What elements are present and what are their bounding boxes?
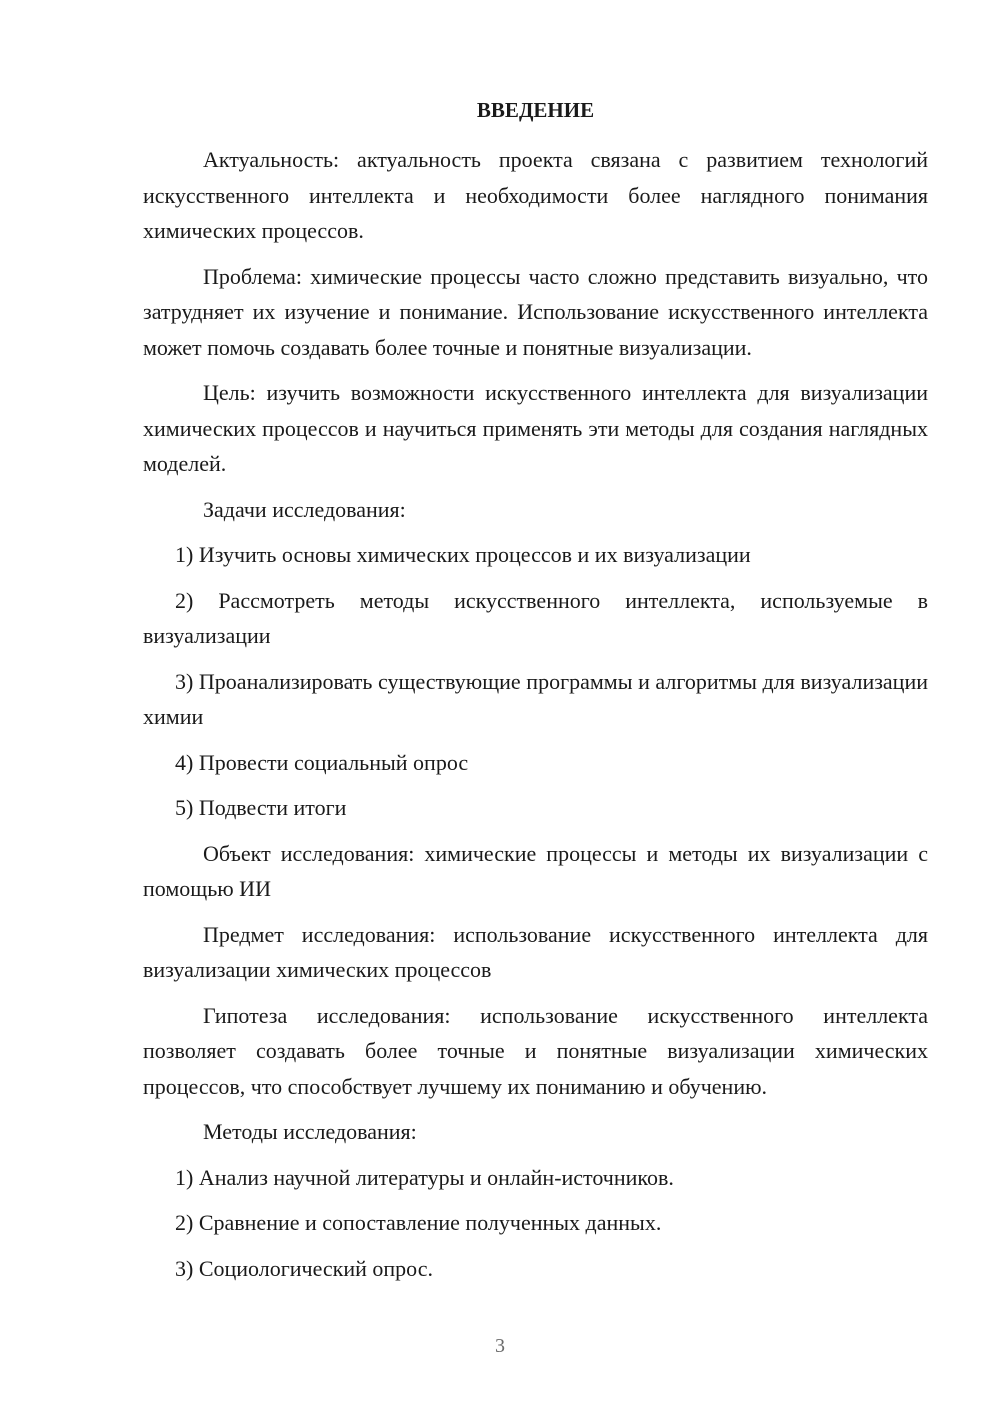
object-paragraph: Объект исследования: химические процессы и методы их визуализации с помощью ИИ [143, 840, 928, 901]
task-item: 3) Проанализировать существующие программы и алгоритмы для визуализации химии [143, 668, 928, 729]
task-item: 4) Провести социальный опрос [175, 749, 469, 775]
task-item: 2) Рассмотреть методы искусственного интеллекта, используемые в визуализации [143, 587, 928, 648]
method-item: 2) Сравнение и сопоставление полученных данных. [175, 1210, 662, 1235]
document-page [143, 96, 928, 1296]
tasks-heading: Задачи исследования: [203, 496, 406, 522]
page-title: ВВЕДЕНИЕ [476, 98, 595, 122]
methods-heading: Методы исследования: [203, 1119, 417, 1144]
subject-paragraph: Предмет исследования: использование искусственного интеллекта для визуализации химических процессов [143, 921, 928, 982]
method-item: 1) Анализ научной литературы и онлайн-источников. [175, 1164, 674, 1190]
page-number: 3 [495, 1335, 505, 1357]
goal-paragraph: Цель: изучить возможности искусственного интеллекта для визуализации химических процессов и научиться применять эти методы для создания наглядных моделей. [143, 380, 928, 476]
task-item: 1) Изучить основы химических процессов и их визуализации [175, 542, 751, 567]
task-item: 5) Подвести итоги [175, 795, 347, 820]
method-item: 3) Социологический опрос. [175, 1255, 433, 1281]
problem-paragraph: Проблема: химические процессы часто сложно представить визуально, что затрудняет их изучение и понимание. Использование искусственного интеллекта может помочь создавать более точные и понятные визуализации. [143, 263, 928, 360]
relevance-paragraph: Актуальность: актуальность проекта связана с развитием технологий искусственного интеллекта и необходимости более наглядного понимания химических процессов. [143, 147, 928, 243]
hypothesis-paragraph: Гипотеза исследования: использование искусственного интеллекта позволяет создавать более точные и понятные визуализации химических процессов, что способствует лучшему их пониманию и обучению. [143, 1002, 928, 1099]
